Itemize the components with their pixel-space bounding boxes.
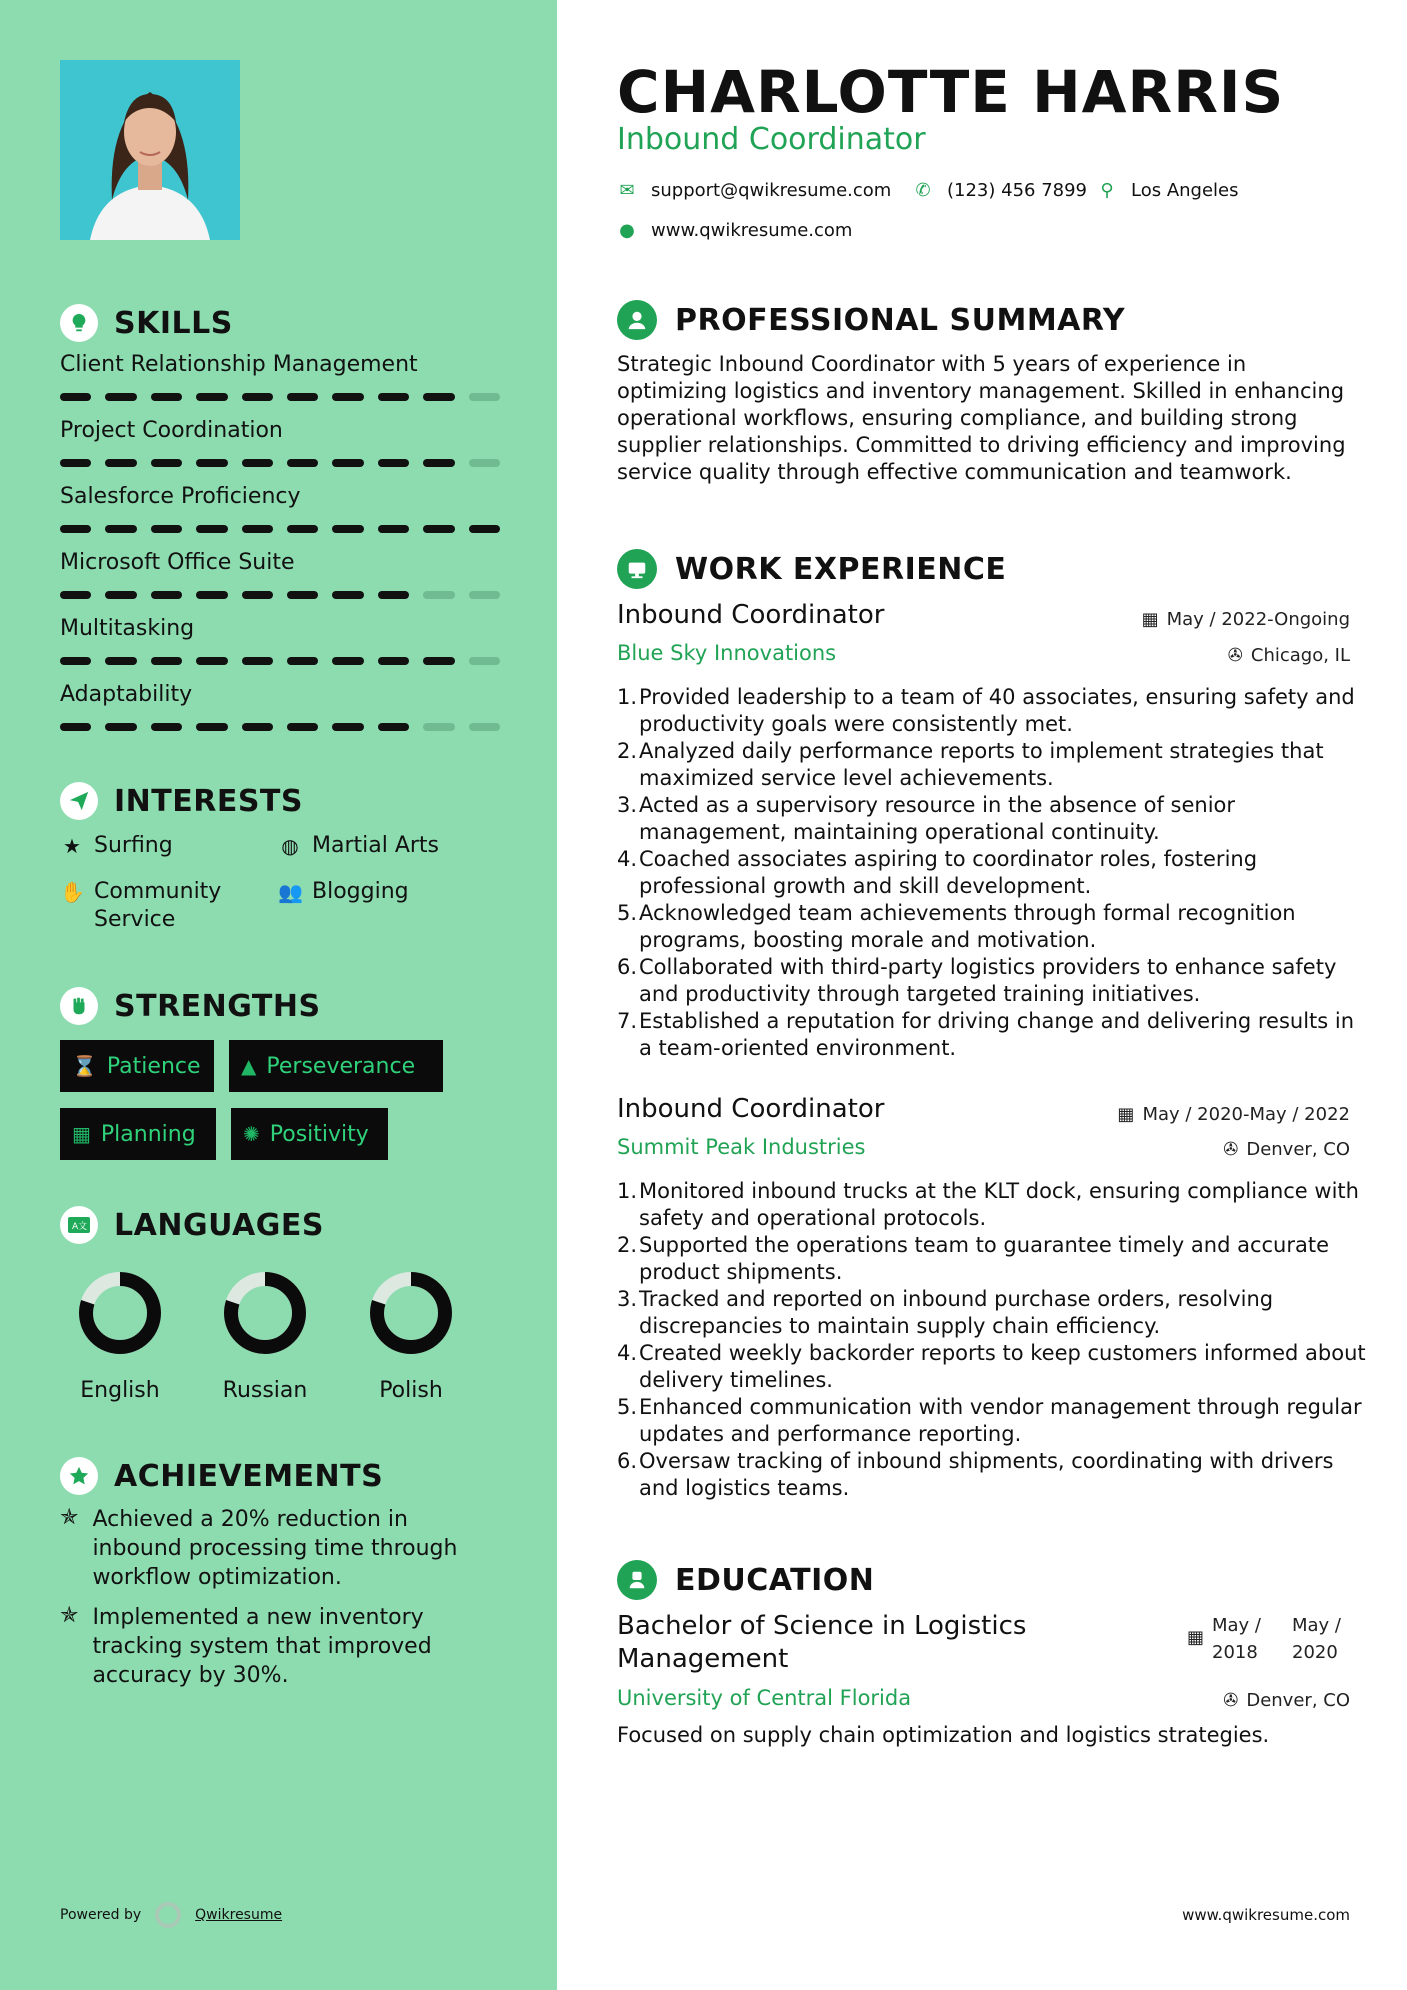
education-description: Focused on supply chain optimization and logistics strategies. [617,1723,1270,1747]
bullet-text: Monitored inbound trucks at the KLT dock, ensuring compliance with safety and operational protocols. [639,1179,1359,1230]
job-bullet [617,1340,1367,1394]
qwikresume-logo-icon [155,1902,181,1928]
language-level-ring [366,1268,456,1358]
skill-level-dash [242,723,273,731]
bullet-number: 1. [617,685,638,709]
skill-level-dash [151,525,182,533]
skill-level-dash [332,591,363,599]
svg-text:A文: A文 [72,1222,88,1232]
bullet-text: Created weekly backorder reports to keep customers informed about delivery timelines. [639,1341,1366,1392]
achievement-item [60,1603,500,1690]
skill-level-dash [60,525,91,533]
job-company: Blue Sky Innovations [617,641,837,665]
job-bullet [617,738,1367,792]
education-heading [617,1560,874,1600]
languages-heading [60,1206,324,1244]
skill-level-bar [60,591,500,599]
skill-level-dash [287,723,318,731]
bullet-text: Collaborated with third-party logistics providers to enhance safety and productivity through targeted training initiatives. [639,955,1337,1006]
contact-email[interactable] [617,180,891,201]
skill-level-dash [105,723,136,731]
job-bullet [617,954,1367,1008]
bullet-number: 5. [617,1395,638,1419]
job-location-text: Chicago, IL [1250,645,1350,666]
skill-level-dash [423,525,454,533]
job-bullet [617,1286,1367,1340]
skills-title: SKILLS [114,305,233,341]
bullet-text: Analyzed daily performance reports to implement strategies that maximized service level achievements. [639,739,1324,790]
skill-level-dash [105,459,136,467]
phone-icon: ✆ [915,180,931,201]
skill-level-dash [196,657,227,665]
globe-icon: ◍ [281,834,299,858]
skill-level-dash [60,459,91,467]
education-location-text: Denver, CO [1246,1690,1350,1711]
bullet-text: Enhanced communication with vendor management through regular updates and performance reporting. [639,1395,1362,1446]
interest-label: Community Service [94,879,222,932]
skill-level-dash [378,393,409,401]
education-location [1223,1690,1350,1711]
graduation-icon [617,1560,657,1600]
skill-level-dash [287,591,318,599]
skill-level-dash [60,723,91,731]
skill-level-dash [469,657,500,665]
bullet-number: 7. [617,1009,638,1033]
education-title: EDUCATION [675,1562,875,1598]
job-bullet [617,792,1367,846]
job-bullets [617,1178,1367,1502]
skill-level-dash [151,591,182,599]
language-icon [60,1206,98,1244]
email-text: support@qwikresume.com [651,180,892,201]
bullet-number: 3. [617,793,638,817]
interest-label: Martial Arts [312,833,440,858]
interests-title: INTERESTS [114,783,303,819]
skill-level-dash [287,657,318,665]
skill-item [60,352,500,401]
skill-level-bar [60,723,500,731]
language-name: English [80,1378,160,1403]
skill-level-dash [151,459,182,467]
skill-level-dash [469,393,500,401]
strength-badge [229,1040,443,1092]
skill-level-dash [105,393,136,401]
hourglass-icon: ⌛ [72,1054,97,1078]
job-bullet [617,1394,1367,1448]
bullet-number: 1. [617,1179,638,1203]
skill-level-dash [423,591,454,599]
job-bullet [617,900,1367,954]
language-item [205,1268,325,1403]
language-name: Russian [222,1378,308,1403]
skill-level-bar [60,459,500,467]
paper-plane-icon [60,782,98,820]
calendar-icon: ▦ [1117,1104,1135,1125]
powered-by [60,1902,282,1928]
skill-level-dash [151,657,182,665]
degree-title: Bachelor of Science in Logistics Management [617,1611,1027,1674]
job-location [1223,1139,1350,1160]
skill-level-dash [378,591,409,599]
contact-website[interactable] [617,220,852,241]
skill-item [60,484,500,533]
bullet-number: 5. [617,901,638,925]
school-name: University of Central Florida [617,1686,912,1710]
summary-title: PROFESSIONAL SUMMARY [675,302,1126,338]
job-dates [1117,1104,1350,1125]
bullet-number: 6. [617,955,638,979]
skill-level-dash [105,591,136,599]
hand-icon: ✋ [60,880,85,904]
skill-level-dash [332,459,363,467]
strength-label: Perseverance [266,1053,416,1079]
bullet-number: 2. [617,1233,638,1257]
interest-item [278,832,439,860]
skill-level-dash [242,525,273,533]
skill-level-dash [469,723,500,731]
skill-level-dash [242,393,273,401]
skill-level-dash [332,393,363,401]
language-item [351,1268,471,1403]
skill-level-dash [423,393,454,401]
skill-level-dash [423,459,454,467]
qwikresume-link[interactable]: Qwikresume [195,1907,283,1923]
skill-name: Project Coordination [60,418,283,443]
experience-heading [617,549,1006,589]
calendar-icon: ▦ [1186,1627,1204,1648]
globe-icon: ● [619,220,635,241]
main-content [557,0,1407,1990]
bullet-number: 4. [617,1341,638,1365]
calendar-icon: ▦ [72,1122,91,1146]
skill-level-bar [60,525,500,533]
skill-level-bar [60,657,500,665]
skill-level-dash [378,657,409,665]
skill-level-dash [378,459,409,467]
languages-title: LANGUAGES [114,1207,324,1243]
full-name: CHARLOTTE HARRIS [617,58,1285,126]
skill-name: Salesforce Proficiency [60,484,301,509]
powered-by-label: Powered by [60,1907,142,1923]
job-company: Summit Peak Industries [617,1135,866,1159]
user-icon [617,300,657,340]
strength-badge [60,1108,216,1160]
pushpin-icon: ✇ [1227,645,1243,666]
job-title: Inbound Coordinator [617,1094,885,1124]
skill-level-dash [196,459,227,467]
skill-item [60,616,500,665]
bullet-number: 3. [617,1287,638,1311]
language-level-ring [75,1268,165,1358]
skill-level-dash [196,591,227,599]
fist-icon [60,987,98,1025]
bullet-text: Oversaw tracking of inbound shipments, coordinating with drivers and logistics teams. [639,1449,1334,1500]
skill-name: Client Relationship Management [60,352,418,377]
star-badge-icon [60,1457,98,1495]
strengths-title: STRENGTHS [114,988,321,1024]
bullet-text: Coached associates aspiring to coordinator roles, fostering professional growth and skill development. [639,847,1258,898]
job-title: Inbound Coordinator [617,600,885,630]
road-icon: ▲ [241,1054,257,1078]
interest-item [278,878,409,906]
skill-level-dash [287,525,318,533]
skill-level-dash [242,459,273,467]
shooting-star-icon: ✯ [60,1603,79,1628]
skill-item [60,418,500,467]
achievements-heading [60,1457,383,1495]
achievement-text: Implemented a new inventory tracking system that improved accuracy by 30%. [92,1605,432,1688]
skill-level-dash [378,723,409,731]
job-bullet [617,1008,1367,1062]
skill-level-dash [151,393,182,401]
profile-photo [60,60,240,240]
location-text: Los Angeles [1131,180,1239,201]
bullet-text: Tracked and reported on inbound purchase orders, resolving discrepancies to maintain supply chain efficiency. [639,1287,1274,1338]
achievement-item [60,1505,500,1592]
calendar-icon: ▦ [1141,609,1159,630]
interest-label: Blogging [312,879,409,904]
strength-label: Patience [106,1053,201,1079]
job-bullet [617,684,1367,738]
skill-name: Adaptability [60,682,193,707]
sun-icon: ✺ [243,1122,260,1146]
job-bullet [617,1232,1367,1286]
skill-level-dash [105,525,136,533]
strength-label: Positivity [269,1121,369,1147]
bullet-text: Supported the operations team to guarantee timely and accurate product shipments. [639,1233,1329,1284]
skill-level-dash [332,723,363,731]
users-icon: 👥 [278,880,303,904]
contact-phone[interactable] [913,180,1087,201]
footer-url[interactable]: www.qwikresume.com [1182,1906,1350,1924]
education-end: May / 2020 [1292,1615,1341,1663]
skill-item [60,550,500,599]
bullet-text: Acknowledged team achievements through formal recognition programs, boosting morale and motivation. [639,901,1296,952]
strengths-heading [60,987,321,1025]
achievements-title: ACHIEVEMENTS [114,1458,384,1494]
envelope-icon: ✉ [619,180,635,201]
bullet-text: Established a reputation for driving change and delivering results in a team-oriented environment. [639,1009,1355,1060]
skill-level-dash [423,657,454,665]
bullet-number: 6. [617,1449,638,1473]
skills-heading [60,304,233,342]
job-location-text: Denver, CO [1246,1139,1350,1160]
skill-level-dash [151,723,182,731]
star-icon: ★ [63,834,81,858]
strength-badge [231,1108,388,1160]
language-item [60,1268,180,1403]
education-dates [1150,1612,1350,1666]
experience-title: WORK EXPERIENCE [675,551,1007,587]
achievement-text: Achieved a 20% reduction in inbound processing time through workflow optimization. [92,1507,458,1590]
skill-level-dash [378,525,409,533]
skill-level-dash [60,393,91,401]
interest-item [60,832,173,860]
pushpin-icon: ✇ [1223,1690,1239,1711]
bullet-text: Provided leadership to a team of 40 associates, ensuring safety and productivity goals were consistently met. [639,685,1355,736]
strength-label: Planning [100,1121,196,1147]
job-bullets [617,684,1367,1062]
job-dates-text: May / 2022-Ongoing [1166,609,1350,630]
skill-level-dash [469,525,500,533]
bullet-number: 2. [617,739,638,763]
skill-level-dash [60,591,91,599]
interests-heading [60,782,303,820]
pushpin-icon: ✇ [1223,1139,1239,1160]
summary-heading [617,300,1125,340]
skill-level-dash [287,393,318,401]
skill-name: Multitasking [60,616,195,641]
skill-item [60,682,500,731]
briefcase-icon [617,549,657,589]
job-dates-text: May / 2020-May / 2022 [1142,1104,1350,1125]
skill-level-dash [332,525,363,533]
contact-location [1097,180,1239,201]
skill-level-dash [196,723,227,731]
job-dates [1142,609,1350,630]
job-bullet [617,1448,1367,1502]
job-location [1228,645,1350,666]
lightbulb-icon [60,304,98,342]
sidebar [0,0,557,1990]
skill-level-dash [287,459,318,467]
language-name: Polish [379,1378,443,1403]
skill-level-dash [60,657,91,665]
skill-level-bar [60,393,500,401]
skill-level-dash [242,591,273,599]
map-pin-icon: ⚲ [1100,180,1114,201]
interest-item [60,878,260,934]
language-level-ring [220,1268,310,1358]
skill-level-dash [242,657,273,665]
shooting-star-icon: ✯ [60,1505,79,1530]
bullet-number: 4. [617,847,638,871]
skill-level-dash [469,459,500,467]
education-start: May / 2018 [1212,1615,1261,1663]
summary-text: Strategic Inbound Coordinator with 5 years of experience in optimizing logistics and inventory management. Skilled in enhancing operational workflows, ensuring compliance, and building strong supplier relationships. Committed to driving efficiency and improving service quality through effective communication and teamwork. [617,352,1346,484]
bullet-text: Acted as a supervisory resource in the absence of senior management, maintaining operational continuity. [639,793,1236,844]
skill-name: Microsoft Office Suite [60,550,295,575]
job-bullet [617,1178,1367,1232]
skill-level-dash [469,591,500,599]
website-text: www.qwikresume.com [651,220,853,241]
interest-label: Surfing [94,833,173,858]
job-role: Inbound Coordinator [617,122,926,157]
skill-level-dash [196,525,227,533]
phone-text: (123) 456 7899 [947,180,1088,201]
strength-badge [60,1040,214,1092]
skill-level-dash [105,657,136,665]
skill-level-dash [423,723,454,731]
job-bullet [617,846,1367,900]
skill-level-dash [196,393,227,401]
skill-level-dash [332,657,363,665]
